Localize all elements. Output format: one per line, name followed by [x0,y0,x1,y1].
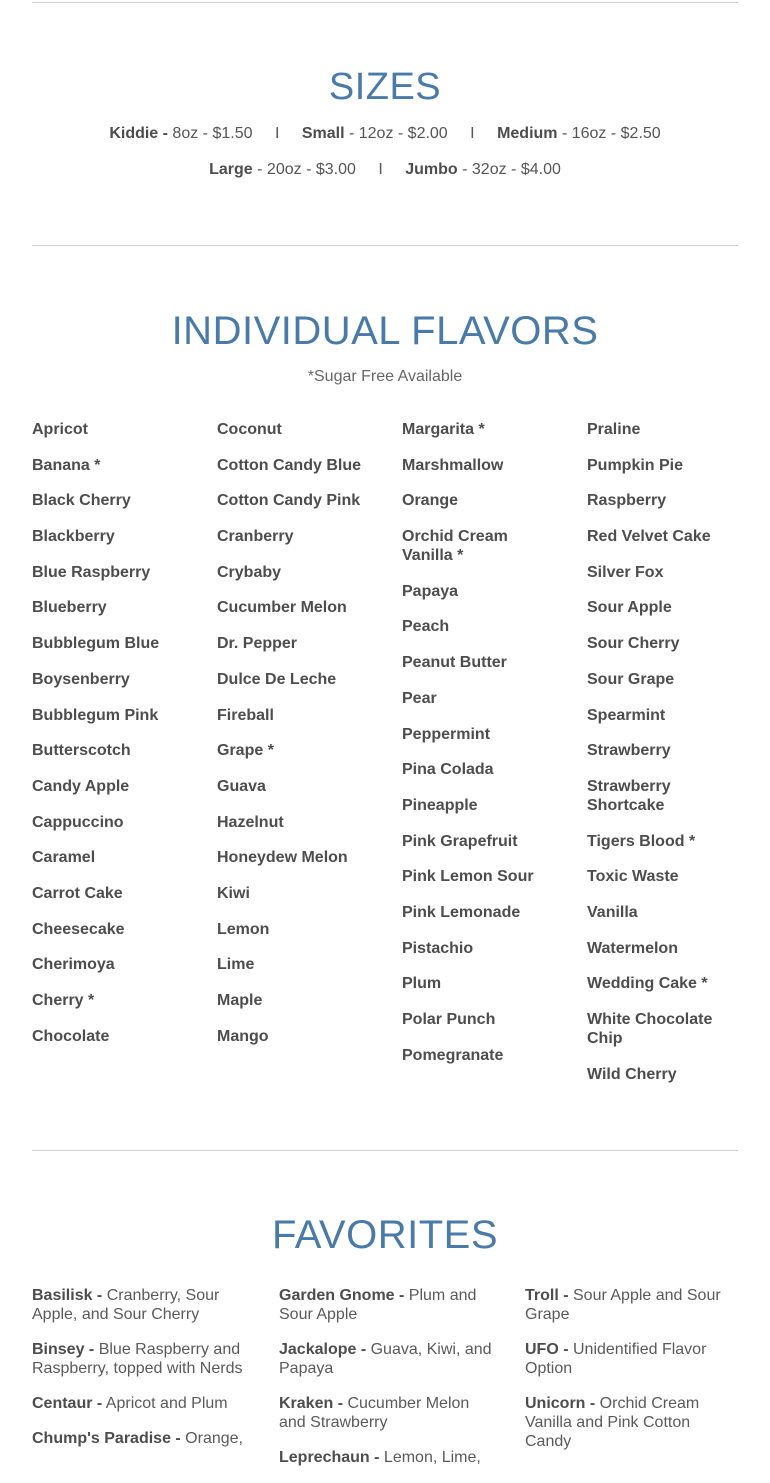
favorite-name: Jackalope - [279,1341,367,1358]
flavor-item: Pear [402,689,437,707]
flavor-item: White Chocolate Chip [587,1011,713,1047]
flavor-item: Wedding Cake * [587,975,708,993]
flavor-item: Mango [217,1027,269,1045]
favorite-item [32,1429,247,1448]
flavor-item: Crybaby [217,563,282,581]
flavor-item: Tigers Blood * [587,832,696,850]
flavor-item: Blueberry [32,599,107,617]
flavor-item: Kiwi [217,884,250,902]
flavor-item: Sour Apple [587,599,672,617]
flavor-item: Plum [402,975,442,993]
flavor-item: Marshmallow [402,456,504,474]
flavor-item: Dr. Pepper [217,635,298,653]
size-medium: Medium - 16oz - $2.50 [497,125,661,142]
favorite-item [279,1448,494,1467]
flavor-column [587,420,737,1100]
sizes-row-1 [0,125,770,143]
flavor-item: Vanilla [587,903,638,921]
size-separator: I [470,125,475,142]
favorite-item [279,1286,494,1324]
flavor-item: Cucumber Melon [217,599,347,617]
flavor-item: Red Velvet Cake [587,528,711,546]
flavor-item: Guava [217,777,266,795]
flavor-item: Cotton Candy Blue [217,456,361,474]
favorite-item [525,1340,740,1378]
sizes-row-2 [0,161,770,179]
flavor-item: Cappuccino [32,813,124,831]
favorite-item [279,1340,494,1378]
flavor-item: Black Cherry [32,492,131,510]
flavor-item: Strawberry [587,742,671,760]
favorite-description: Orchid Cream Vanilla and Pink Cotton Candy [525,1395,700,1450]
flavor-item: Peanut Butter [402,654,507,672]
flavor-item: Lemon [217,920,270,938]
flavor-item: Candy Apple [32,777,130,795]
flavors-heading: INDIVIDUAL FLAVORS [171,309,599,353]
favorite-item [525,1286,740,1324]
flavor-item: Hazelnut [217,813,284,831]
sugar-free-note: *Sugar Free Available [307,368,463,385]
flavor-item: Blue Raspberry [32,563,151,581]
size-jumbo: Jumbo - 32oz - $4.00 [405,161,561,178]
flavor-item: Pumpkin Pie [587,456,684,474]
flavor-item: Raspberry [587,492,667,510]
favorite-description: Sour Apple and Sour Grape [525,1287,721,1323]
flavor-item: Coconut [217,421,282,438]
flavor-item: Watermelon [587,939,678,957]
favorite-description: Apricot and Plum [102,1395,228,1412]
favorite-description: Cucumber Melon and Strawberry [279,1395,470,1431]
favorite-name: Basilisk - [32,1287,103,1304]
favorite-column [279,1286,494,1483]
flavor-item: Spearmint [587,706,666,724]
flavor-item: Chocolate [32,1027,110,1045]
divider-top [32,2,738,3]
favorite-description: Orange, [180,1430,243,1447]
flavor-item: Pina Colada [402,761,494,779]
flavor-item: Peach [402,618,450,636]
favorite-item [32,1394,247,1413]
flavor-item: Carrot Cake [32,884,123,902]
favorite-description: Guava, Kiwi, and Papaya [279,1341,492,1377]
flavor-item: Cherimoya [32,956,115,974]
flavor-item: Sour Cherry [587,635,680,653]
flavor-column [217,420,377,1062]
size-small: Small - 12oz - $2.00 [301,125,448,142]
favorite-item [32,1340,247,1378]
favorite-name: Chump's Paradise - [32,1430,181,1447]
flavor-item: Wild Cherry [587,1065,677,1083]
flavor-item: Pistachio [402,939,474,957]
favorite-name: Leprechaun - [279,1449,380,1466]
divider-sizes [32,245,738,246]
flavor-item: Polar Punch [402,1011,496,1028]
flavor-column [402,420,552,1081]
flavor-item: Honeydew Melon [217,849,348,867]
favorite-name: Binsey - [32,1341,95,1358]
flavor-item: Maple [217,992,263,1009]
flavor-item: Boysenberry [32,670,130,688]
favorites-heading: FAVORITES [271,1213,499,1257]
flavor-item: Praline [587,421,641,438]
flavor-item: Cranberry [217,528,294,546]
size-kiddie: Kiddie - 8oz - $1.50 [109,125,253,142]
size-separator: I [274,125,280,142]
size-separator: I [378,161,383,178]
favorite-description: Blue Raspberry and Raspberry, topped with Nerds [32,1341,243,1377]
flavor-item: Peppermint [402,725,491,743]
favorite-description: Lemon, Lime, [379,1449,481,1466]
flavor-item: Silver Fox [587,563,664,581]
flavor-item: Strawberry Shortcake [587,777,671,814]
size-large: Large - 20oz - $3.00 [209,161,356,178]
sizes-heading: SIZES [328,66,442,108]
favorite-name: Troll - [525,1287,569,1304]
flavor-item: Pink Lemon Sour [402,868,534,886]
flavor-item: Fireball [217,706,274,724]
flavor-item: Cherry * [32,992,95,1009]
favorite-item [525,1394,740,1451]
favorite-column [32,1286,247,1464]
flavor-item: Pomegranate [402,1046,504,1064]
flavor-item: Caramel [32,849,96,867]
flavor-item: Banana * [32,456,101,474]
flavor-item: Toxic Waste [587,868,679,886]
favorite-description: Unidentified Flavor Option [525,1341,707,1377]
flavor-item: Blackberry [32,528,115,546]
favorite-name: Unicorn - [525,1395,596,1412]
flavor-item: Cotton Candy Pink [217,492,361,510]
favorite-item [32,1286,247,1324]
flavor-item: Dulce De Leche [217,670,337,688]
flavor-item: Orchid Cream Vanilla * [402,528,508,565]
favorite-description: Cranberry, Sour Apple, and Sour Cherry [32,1287,220,1323]
flavor-item: Sour Grape [587,670,675,688]
divider-flavors [32,1150,738,1151]
flavor-item: Grape * [217,742,274,760]
favorite-name: UFO - [525,1341,569,1358]
favorite-column [525,1286,740,1467]
flavor-item: Bubblegum Pink [32,706,159,724]
favorite-name: Centaur - [32,1395,103,1412]
flavor-item: Cheesecake [32,920,125,938]
flavor-item: Pineapple [402,796,478,814]
favorite-item [279,1394,494,1432]
favorite-description: Plum and Sour Apple [279,1287,477,1323]
flavor-item: Apricot [32,421,88,438]
flavor-item: Margarita * [402,421,485,438]
flavor-item: Bubblegum Blue [32,635,160,653]
flavor-item: Butterscotch [32,742,131,760]
flavor-item: Papaya [402,582,459,600]
flavor-item: Lime [217,956,255,974]
flavor-item: Orange [402,492,459,510]
favorite-name: Kraken - [279,1395,344,1412]
flavor-column [32,420,192,1062]
flavor-item: Pink Lemonade [402,903,521,921]
favorite-name: Garden Gnome - [279,1287,405,1304]
flavor-item: Pink Grapefruit [402,832,518,850]
